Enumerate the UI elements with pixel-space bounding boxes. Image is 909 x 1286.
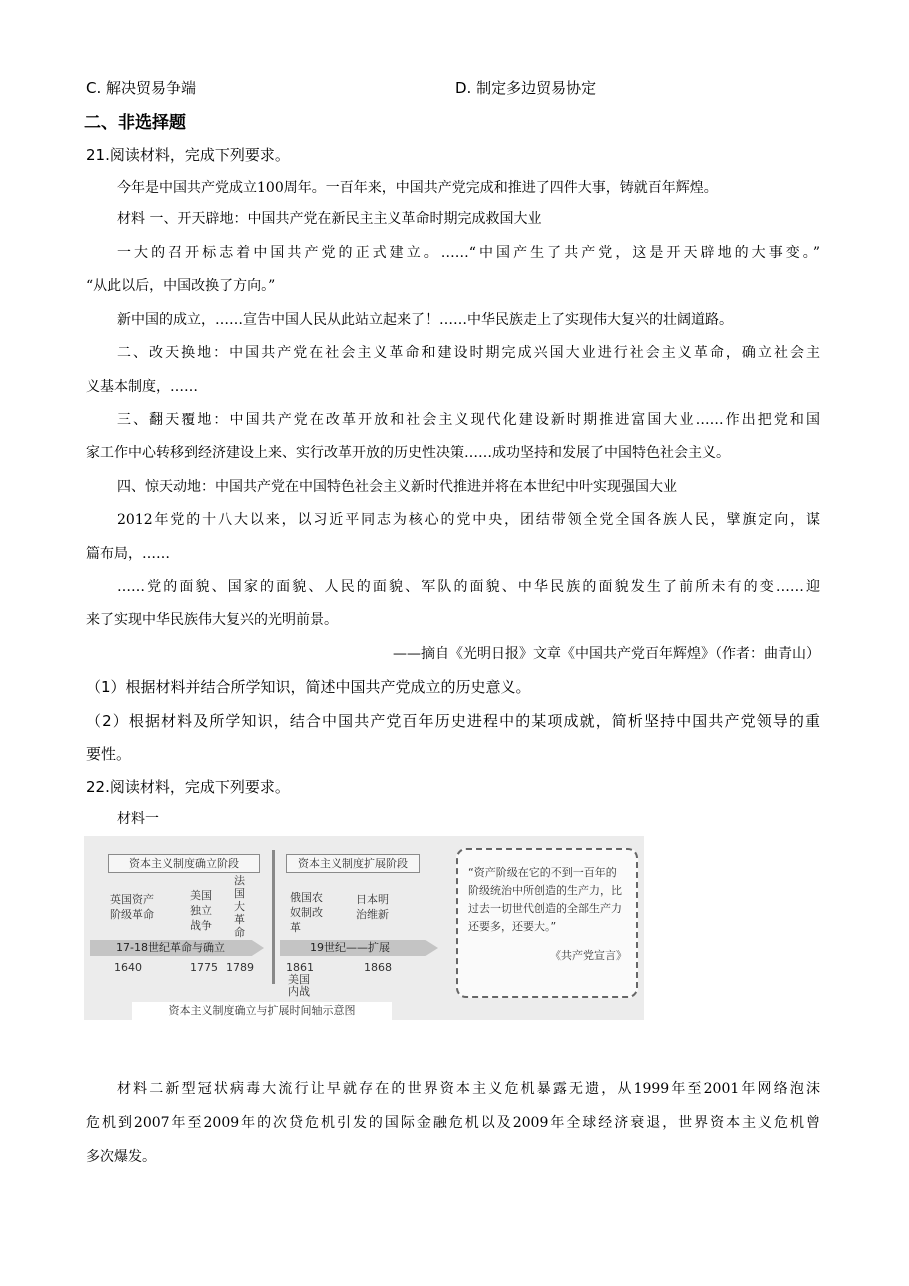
year-1640: 1640 bbox=[114, 961, 142, 974]
year-1861: 1861 bbox=[286, 961, 314, 974]
stage2-title: 资本主义制度扩展阶段 bbox=[286, 854, 420, 873]
option-d: D. 制定多边贸易协定 bbox=[455, 79, 597, 97]
q21-material1-para1-line2: “从此以后，中国改换了方向。” bbox=[86, 278, 276, 294]
year-1775: 1775 bbox=[190, 961, 218, 974]
q22-stem: 22.阅读材料，完成下列要求。 bbox=[86, 778, 290, 796]
q21-material1-para2: 新中国的成立，……宣告中国人民从此站立起来了！……中华民族走上了实现伟大复兴的壮阔道路。 bbox=[117, 312, 733, 328]
figure-caption: 资本主义制度确立与扩展时间轴示意图 bbox=[132, 1002, 392, 1020]
q21-material1-heading: 材料 一、开天辟地：中国共产党在新民主主义革命时期完成救国大业 bbox=[117, 211, 542, 227]
q21-subquestion-2-line1: （2）根据材料及所学知识，结合中国共产党百年历史进程中的某项成就，简析坚持中国共产党领导的重 bbox=[86, 712, 820, 730]
q21-material1-para1-line1: 一大的召开标志着中国共产党的正式建立。……“中国产生了共产党，这是开天辟地的大事变。” bbox=[117, 245, 820, 261]
year-1868: 1868 bbox=[364, 961, 392, 974]
quote-source: 《共产党宣言》 bbox=[550, 949, 627, 962]
year-1789: 1789 bbox=[226, 961, 254, 974]
event-meiji-restoration: 日本明治维新 bbox=[356, 893, 389, 921]
q21-material4-para2-line1: ……党的面貌、国家的面貌、人民的面貌、军队的面貌、中华民族的面貌发生了前所未有的变……迎 bbox=[117, 579, 820, 595]
q21-intro: 今年是中国共产党成立100周年。一百年来，中国共产党完成和推进了四件大事，铸就百年辉煌。 bbox=[117, 180, 718, 196]
stage1-title: 资本主义制度确立阶段 bbox=[108, 854, 260, 873]
q21-subquestion-1: （1）根据材料并结合所学知识，简述中国共产党成立的历史意义。 bbox=[86, 678, 531, 696]
event-french-revolution: 法国大革命 bbox=[234, 874, 245, 939]
timeline-arrow-1-label: 17-18世纪革命与确立 bbox=[116, 941, 225, 954]
event-american-independence: 美国独立战争 bbox=[190, 889, 212, 932]
option-c: C. 解决贸易争端 bbox=[86, 79, 197, 97]
stage-divider bbox=[272, 850, 275, 984]
q21-material4-para1-line1: 2012年党的十八大以来，以习近平同志为核心的党中央，团结带领全党全国各族人民，擘旗定向，谋 bbox=[117, 512, 820, 528]
q22-material2-line2: 危机到2007年至2009年的次贷危机引发的国际金融危机以及2009年全球经济衰退，世界资本主义危机曾 bbox=[86, 1115, 820, 1131]
q21-stem: 21.阅读材料，完成下列要求。 bbox=[86, 146, 290, 164]
q21-material2-line1: 二、改天换地：中国共产党在社会主义革命和建设时期完成兴国大业进行社会主义革命，确立社会主 bbox=[117, 345, 820, 361]
q21-material4-heading: 四、惊天动地：中国共产党在中国特色社会主义新时代推进并将在本世纪中叶实现强国大业 bbox=[117, 479, 677, 495]
timeline-figure bbox=[84, 836, 644, 1020]
quote-text: “资产阶级在它的不到一百年的阶级统治中所创造的生产力，比过去一切世代创造的全部生产力还要多，还要大。” bbox=[468, 866, 622, 933]
q21-material3-line1: 三、翻天覆地：中国共产党在改革开放和社会主义现代化建设新时期推进富国大业……作出把党和国 bbox=[117, 412, 820, 428]
q22-material2-line1: 材料二新型冠状病毒大流行让早就存在的世界资本主义危机暴露无遗，从1999年至2001年网络泡沫 bbox=[117, 1081, 820, 1097]
q21-material4-para2-line2: 来了实现中华民族伟大复兴的光明前景。 bbox=[86, 612, 338, 628]
event-russia-reform: 俄国农奴制改革 bbox=[290, 891, 323, 934]
timeline-arrow-2-label: 19世纪——扩展 bbox=[310, 941, 390, 954]
q21-material2-line2: 义基本制度，…… bbox=[86, 379, 198, 395]
q22-material1-label: 材料一 bbox=[117, 811, 159, 827]
event-english-revolution: 英国资产阶级革命 bbox=[110, 893, 154, 921]
q21-subquestion-2-line2: 要性。 bbox=[86, 745, 132, 763]
q22-material2-line3: 多次爆发。 bbox=[86, 1149, 156, 1165]
q21-material4-para1-line2: 篇布局，…… bbox=[86, 546, 170, 562]
event-us-civil-war: 美国内战 bbox=[288, 973, 310, 998]
q21-source: ——摘自《光明日报》文章《中国共产党百年辉煌》（作者：曲青山） bbox=[393, 646, 820, 662]
q21-material3-line2: 家工作中心转移到经济建设上来、实行改革开放的历史性决策……成功坚持和发展了中国特色社会主义。 bbox=[86, 445, 730, 461]
section-title: 二、非选择题 bbox=[84, 113, 186, 133]
